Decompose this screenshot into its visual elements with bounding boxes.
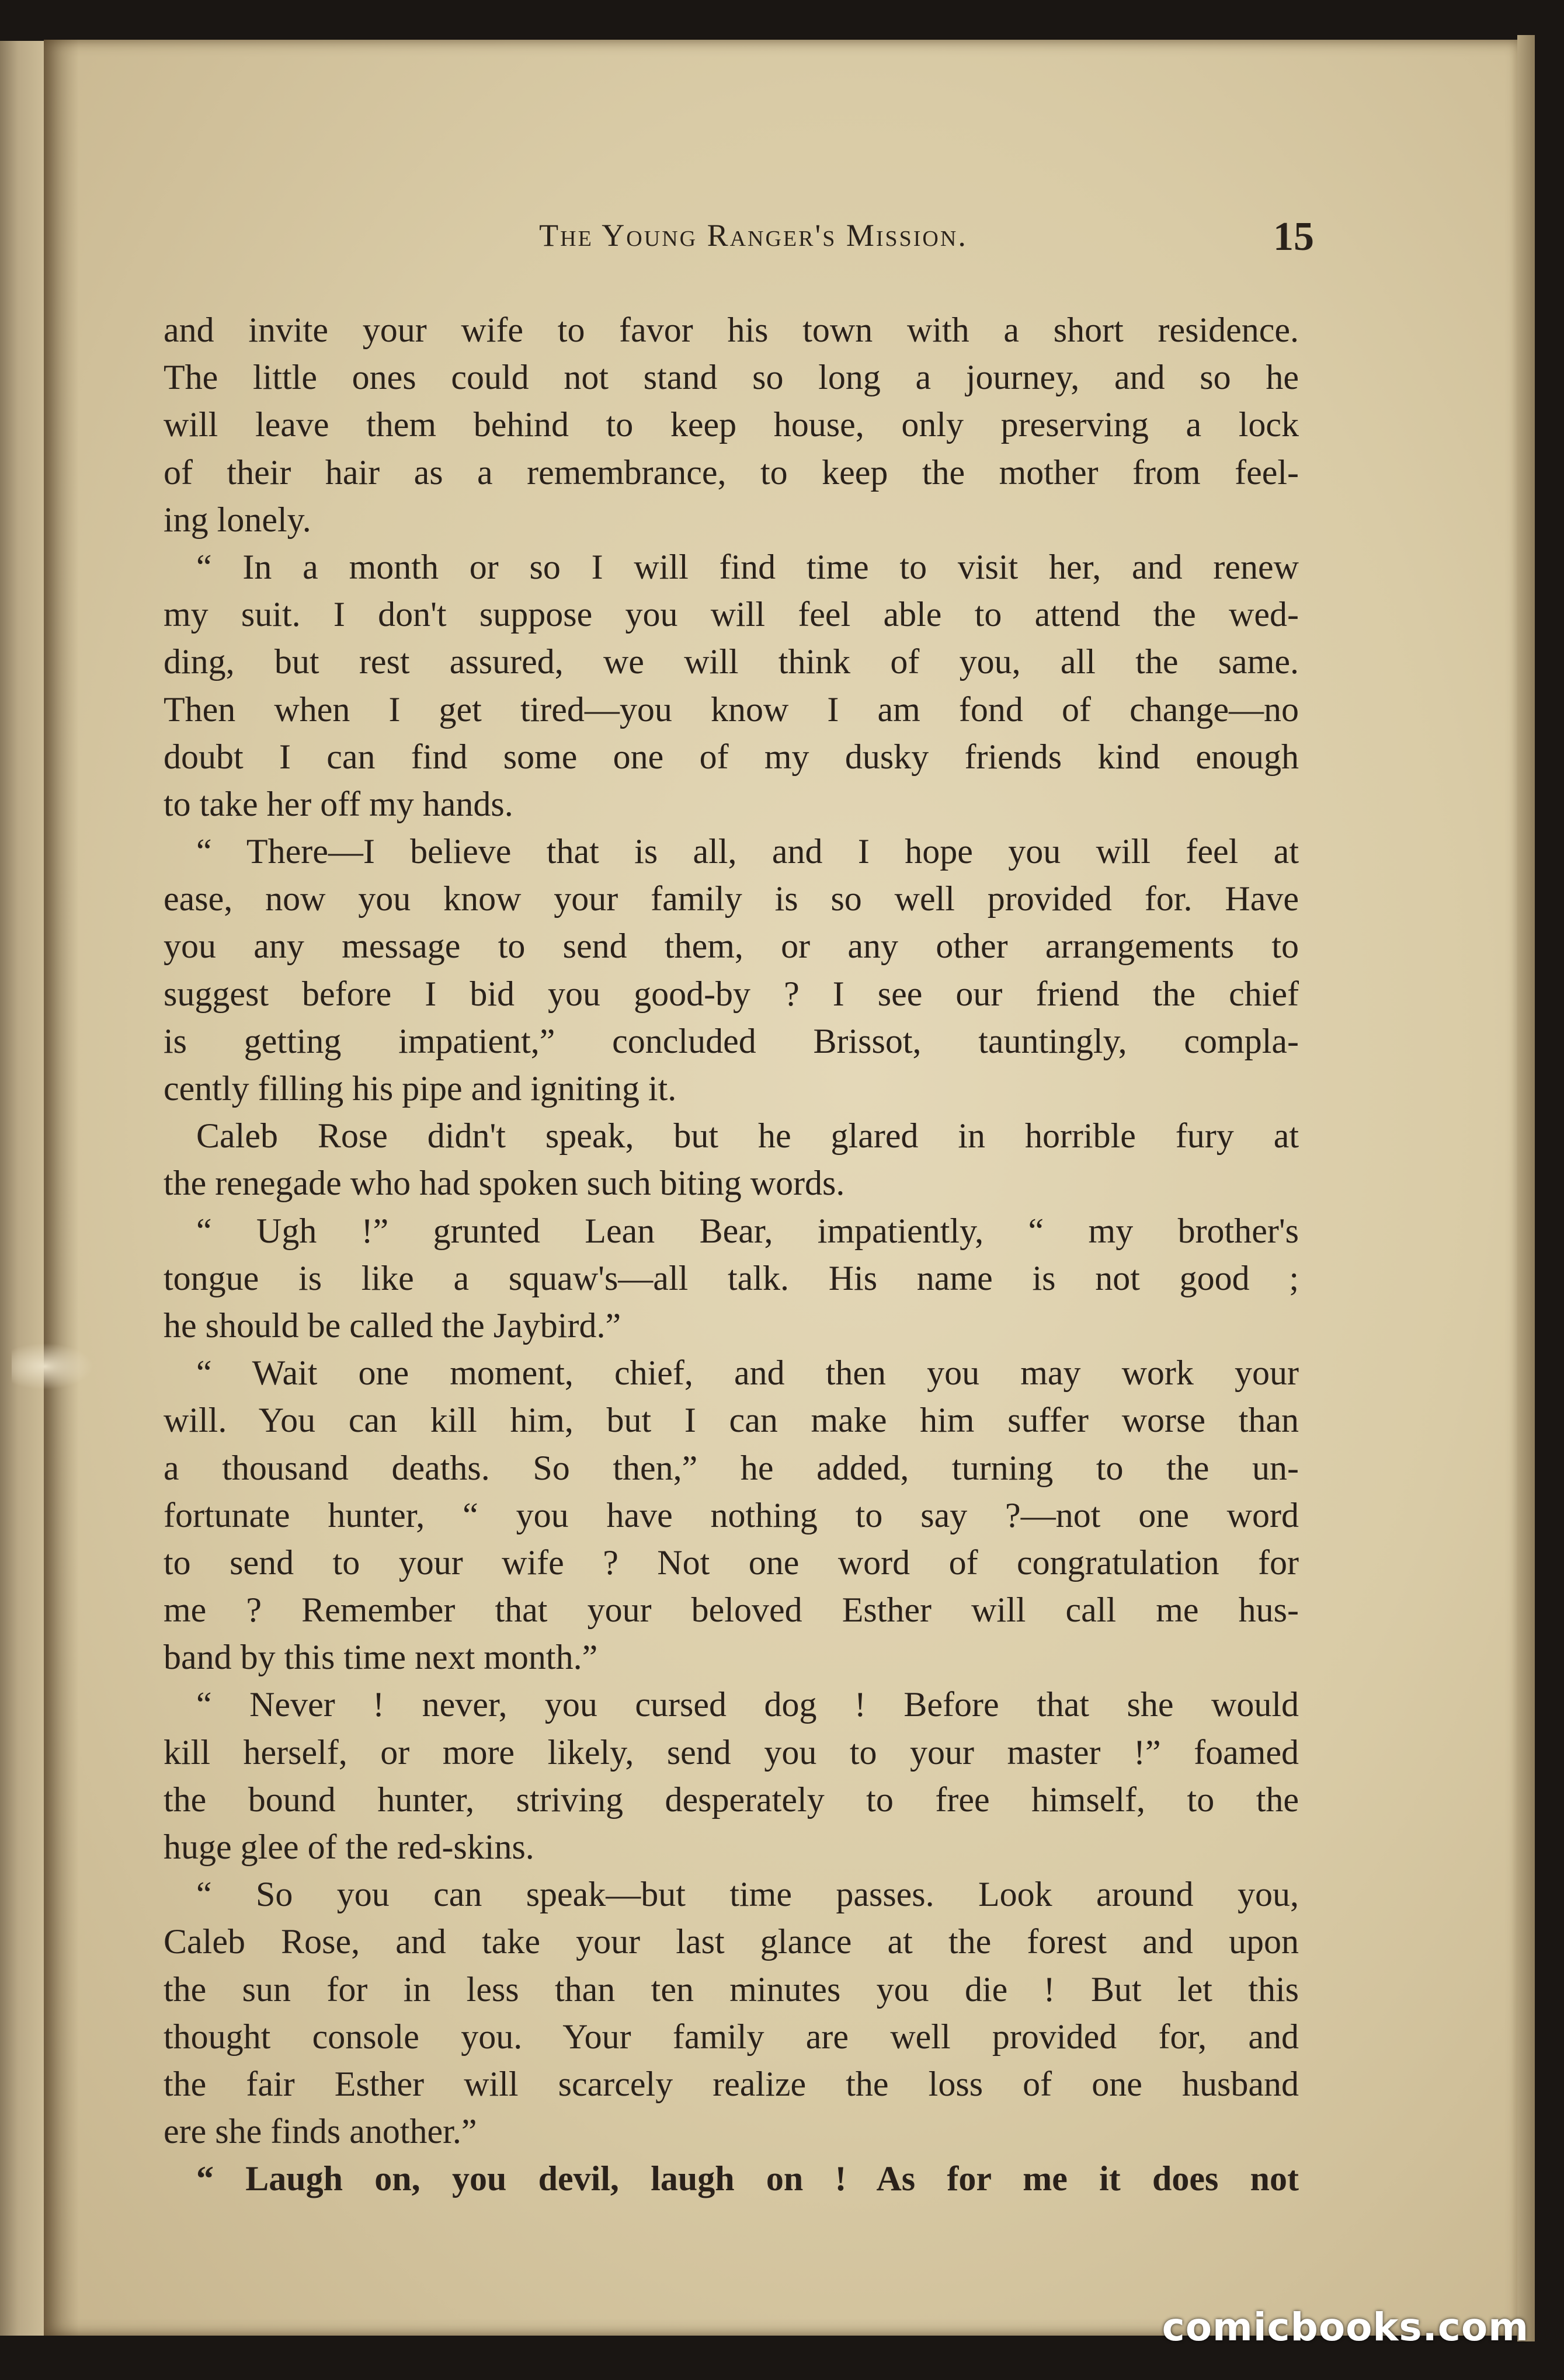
text-line: huge glee of the red-skins.	[164, 1828, 534, 1866]
text-line: you any message to send them, or any other arrangements to	[164, 927, 1299, 966]
text-line: ease, now you know your family is so well provided for. Have	[164, 879, 1299, 918]
text-line: Then when I get tired—you know I am fond of change—no	[164, 690, 1299, 729]
text-line: “ Wait one moment, chief, and then you may work your	[196, 1353, 1299, 1393]
text-line: the renegade who had spoken such biting words.	[164, 1164, 845, 1203]
body-text	[164, 307, 1299, 2203]
paper-tear-mark	[12, 1343, 93, 1390]
text-line: and invite your wife to favor his town with a short residence.	[164, 311, 1299, 349]
text-line: thought console you. Your family are well provided for, and	[164, 2017, 1299, 2056]
text-line: “ Laugh on, you devil, laugh on ! As for me it does not	[196, 2159, 1299, 2198]
text-line: to take her off my hands.	[164, 784, 513, 823]
text-line: the sun for in less than ten minutes you die ! But let this	[164, 1970, 1299, 2009]
text-line: “ In a month or so I will find time to visit her, and renew	[196, 547, 1299, 586]
fold-shadow	[44, 40, 79, 2336]
text-line: cently filling his pipe and igniting it.	[164, 1069, 677, 1108]
text-line: “ Never ! never, you cursed dog ! Before that she would	[196, 1685, 1299, 1724]
text-line: is getting impatient,” concluded Brissot, tauntingly, compla-	[164, 1021, 1299, 1060]
text-line: ing lonely.	[164, 500, 311, 539]
text-line: he should be called the Jaybird.”	[164, 1306, 621, 1345]
text-line: Caleb Rose didn't speak, but he glared in horrible fury at	[196, 1116, 1299, 1156]
text-line: tongue is like a squaw's—all talk. His name is not good ;	[164, 1258, 1299, 1297]
text-line: doubt I can find some one of my dusky friends kind enough	[164, 737, 1299, 776]
text-line: ding, but rest assured, we will think of you, all the same.	[164, 642, 1299, 681]
text-line: me ? Remember that your beloved Esther will call me hus-	[164, 1591, 1299, 1630]
watermark: comicbooks.com	[1162, 2305, 1529, 2350]
text-line: The little ones could not stand so long a journey, and so he	[164, 358, 1299, 397]
text-line: a thousand deaths. So then,” he added, turning to the un-	[164, 1448, 1299, 1487]
text-line: will leave them behind to keep house, only preserving a lock	[164, 405, 1299, 444]
text-line: “ There—I believe that is all, and I hope you will feel at	[196, 832, 1299, 871]
left-page-edge	[0, 41, 46, 2336]
text-line: fortunate hunter, “ you have nothing to say ?—not one word	[164, 1495, 1299, 1535]
text-line: ere she finds another.”	[164, 2112, 477, 2151]
text-line: “ Ugh !” grunted Lean Bear, impatiently, “ my brother's	[196, 1211, 1299, 1250]
text-line: “ So you can speak—but time passes. Look around you,	[196, 1875, 1299, 1914]
right-page-edge	[1517, 35, 1535, 2341]
text-line: kill herself, or more likely, send you to your master !” foamed	[164, 1732, 1299, 1772]
text-line: the bound hunter, striving desperately to free himself, to the	[164, 1780, 1299, 1819]
text-line: to send to your wife ? Not one word of congratulation for	[164, 1543, 1299, 1582]
text-line: Caleb Rose, and take your last glance at the forest and upon	[164, 1922, 1299, 1961]
running-head: The Young Ranger's Mission.	[539, 218, 968, 253]
text-line: my suit. I don't suppose you will feel able to attend the wed-	[164, 595, 1299, 634]
text-line: the fair Esther will scarcely realize the loss of one husband	[164, 2064, 1299, 2103]
text-line: will. You can kill him, but I can make him suffer worse than	[164, 1401, 1299, 1440]
text-line: suggest before I bid you good-by ? I see our friend the chief	[164, 974, 1299, 1013]
page-number: 15	[1273, 214, 1314, 259]
text-line: of their hair as a remembrance, to keep the mother from feel-	[164, 453, 1299, 492]
text-line: band by this time next month.”	[164, 1638, 598, 1677]
